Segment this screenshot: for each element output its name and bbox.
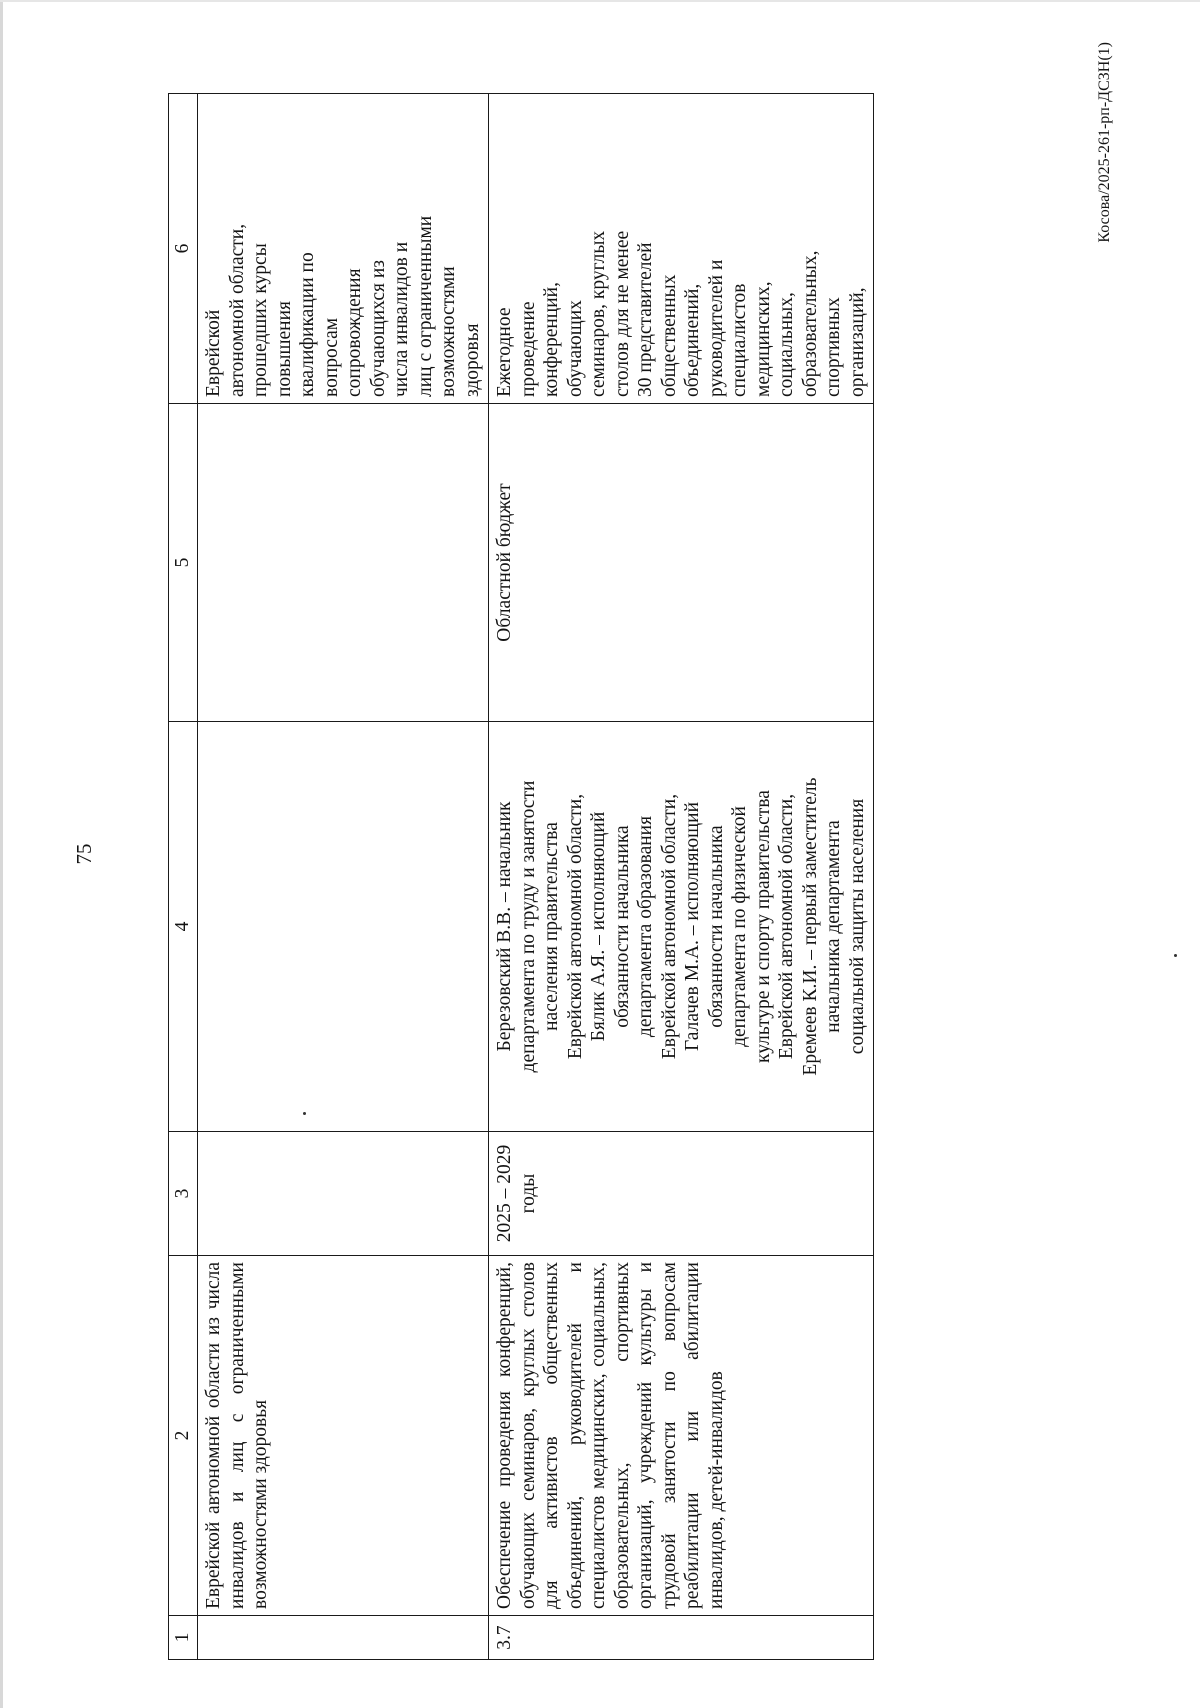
- funding-cell: Областной бюджет: [489, 404, 874, 722]
- header-cell: 3: [169, 1132, 198, 1256]
- header-cell: 5: [169, 404, 198, 722]
- responsible-cell: Березовский В.В. – начальник департамента по труду и занятости населения правительства Еврейской автономной области, Бялик А.Я. – исполняющий обязанности начальника департамента образования Еврейской автономной области, Галачев М.А. – исполняющий обязанности начальника департамента по физической культуре и спорту правительства Еврейской автономной области, Еремеев К.И. – первый заместитель начальника департамента социальной защиты населения: [489, 722, 874, 1132]
- document-code: Косова/2025-261-рп-ДСЗН(1): [1096, 42, 1113, 243]
- row-number-cell: [198, 1616, 489, 1660]
- measure-cell: Обеспечение проведения конференций, обучающих семинаров, круглых столов для активистов общественных объединений, руководителей и специалистов медицинских, социальных, образовательных, спортивных организаций, учреждений культуры и трудовой занятости по вопросам реабилитации или абилитации инвалидов, детей-инвалидов: [489, 1256, 874, 1616]
- header-row: [169, 94, 198, 1660]
- header-cell: 4: [169, 722, 198, 1132]
- result-cell: Еврейской автономной области, прошедших курсы повышения квалификации по вопросам сопровождения обучающихся из числа инвалидов и лиц с ограниченными возможностями здоровья: [198, 94, 489, 404]
- table-row: [489, 94, 874, 1660]
- measure-cell: Еврейской автономной области из числа инвалидов и лиц с ограниченными возможностями здоровья: [198, 1256, 489, 1616]
- table-row: [198, 94, 489, 1660]
- header-cell: 2: [169, 1256, 198, 1616]
- row-number-cell: 3.7: [489, 1616, 874, 1660]
- header-cell: 1: [169, 1616, 198, 1660]
- page-number: 75: [72, 843, 96, 865]
- responsible-cell: [198, 722, 489, 1132]
- measures-table: [168, 93, 874, 1660]
- header-cell: 6: [169, 94, 198, 404]
- result-cell: Ежегодное проведение конференций, обучающих семинаров, круглых столов для не менее 30 представителей общественных объединений, руководителей и специалистов медицинских, социальных, образовательных, спортивных организаций,: [489, 94, 874, 404]
- period-cell: 2025 – 2029 годы: [489, 1132, 874, 1256]
- funding-cell: [198, 404, 489, 722]
- period-cell: [198, 1132, 489, 1256]
